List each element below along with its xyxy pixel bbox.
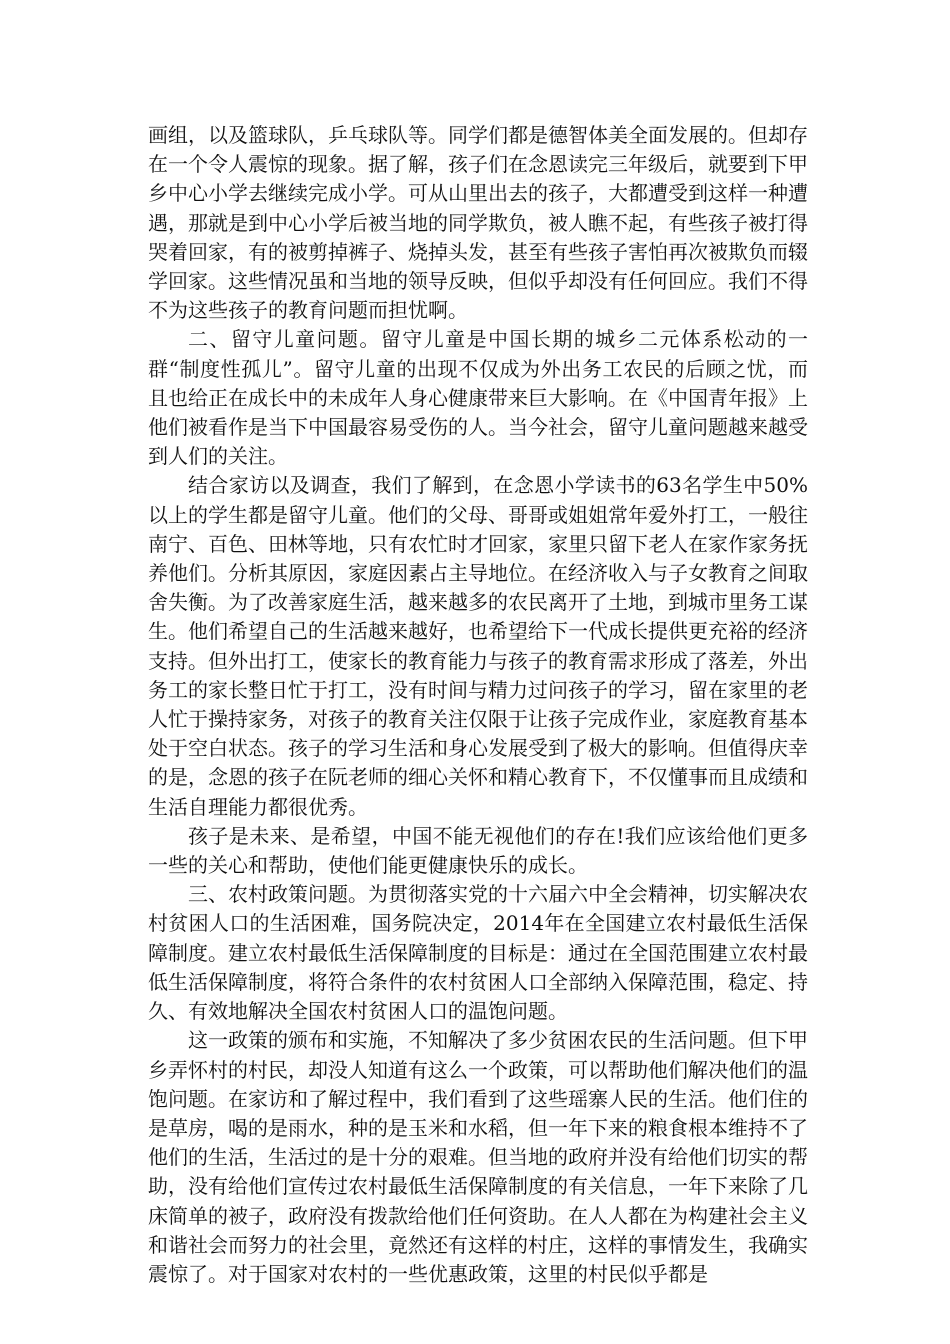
paragraph-5: 三、农村政策问题。为贯彻落实党的十六届六中全会精神，切实解决农村贫困人口的生活困难，国务院决定，2014年在全国建立农村最低生活保障制度。建立农村最低生活保障制度的目标是：通过在全国范围建立农村最低生活保障制度，将符合条件的农村贫困人口全部纳入保障范围，稳定、持久、有效地解决全国农村贫困人口的温饱问题。 (148, 882, 808, 1024)
paragraph-2: 二、留守儿童问题。留守儿童是中国长期的城乡二元体系松动的一群“制度性孤儿”。留守儿童的出现不仅成为外出务工农民的后顾之忧，而且也给正在成长中的未成年人身心健康带来巨大影响。在《中国青年报》上他们被看作是当下中国最容易受伤的人。当今社会，留守儿童问题越来越受到人们的关注。 (148, 327, 808, 469)
paragraph-6: 这一政策的颁布和实施，不知解决了多少贫困农民的生活问题。但下甲乡弄怀村的村民，却没人知道有这么一个政策，可以帮助他们解决他们的温饱问题。在家访和了解过程中，我们看到了这些瑶寨人民的生活。他们住的是草房，喝的是雨水，种的是玉米和水稻，但一年下来的粮食根本维持不了他们的生活，生活过的是十分的艰难。但当地的政府并没有给他们切实的帮助，没有给他们宣传过农村最低生活保障制度的有关信息，一年下来除了几床简单的被子，政府没有拨款给他们任何资助。在人人都在为构建社会主义和谐社会而努力的社会里，竟然还有这样的村庄，这样的事情发生，我确实震惊了。对于国家对农村的一些优惠政策，这里的村民似乎都是 (148, 1028, 808, 1286)
paragraph-1: 画组，以及篮球队，乒乓球队等。同学们都是德智体美全面发展的。但却存在一个令人震惊的现象。据了解，孩子们在念恩读完三年级后，就要到下甲乡中心小学去继续完成小学。可从山里出去的孩子，大都遭受到这样一种遭遇，那就是到中心小学后被当地的同学欺负，被人瞧不起，有些孩子被打得哭着回家，有的被剪掉裤子、烧掉头发，甚至有些孩子害怕再次被欺负而辍学回家。这些情况虽和当地的领导反映，但似乎却没有任何回应。我们不得不为这些孩子的教育问题而担忧啊。 (148, 123, 808, 323)
paragraph-3: 结合家访以及调查，我们了解到，在念恩小学读书的63名学生中50%以上的学生都是留守儿童。他们的父母、哥哥或姐姐常年爱外打工，一般往南宁、百色、田林等地，只有农忙时才回家，家里只留下老人在家作家务抚养他们。分析其原因，家庭因素占主导地位。在经济收入与子女教育之间取舍失衡。为了改善家庭生活，越来越多的农民离开了土地，到城市里务工谋生。他们希望自己的生活越来越好，也希望给下一代成长提供更充裕的经济支持。但外出打工，使家长的教育能力与孩子的教育需求形成了落差，外出务工的家长整日忙于打工，没有时间与精力过问孩子的学习，留在家里的老人忙于操持家务，对孩子的教育关注仅限于让孩子完成作业，家庭教育基本处于空白状态。孩子的学习生活和身心发展受到了极大的影响。但值得庆幸的是，念恩的孩子在阮老师的细心关怀和精心教育下，不仅懂事而且成绩和生活自理能力都很优秀。 (148, 473, 808, 819)
paragraph-4: 孩子是未来、是希望，中国不能无视他们的存在!我们应该给他们更多一些的关心和帮助，使他们能更健康快乐的成长。 (148, 823, 808, 878)
document-body (148, 121, 808, 1289)
